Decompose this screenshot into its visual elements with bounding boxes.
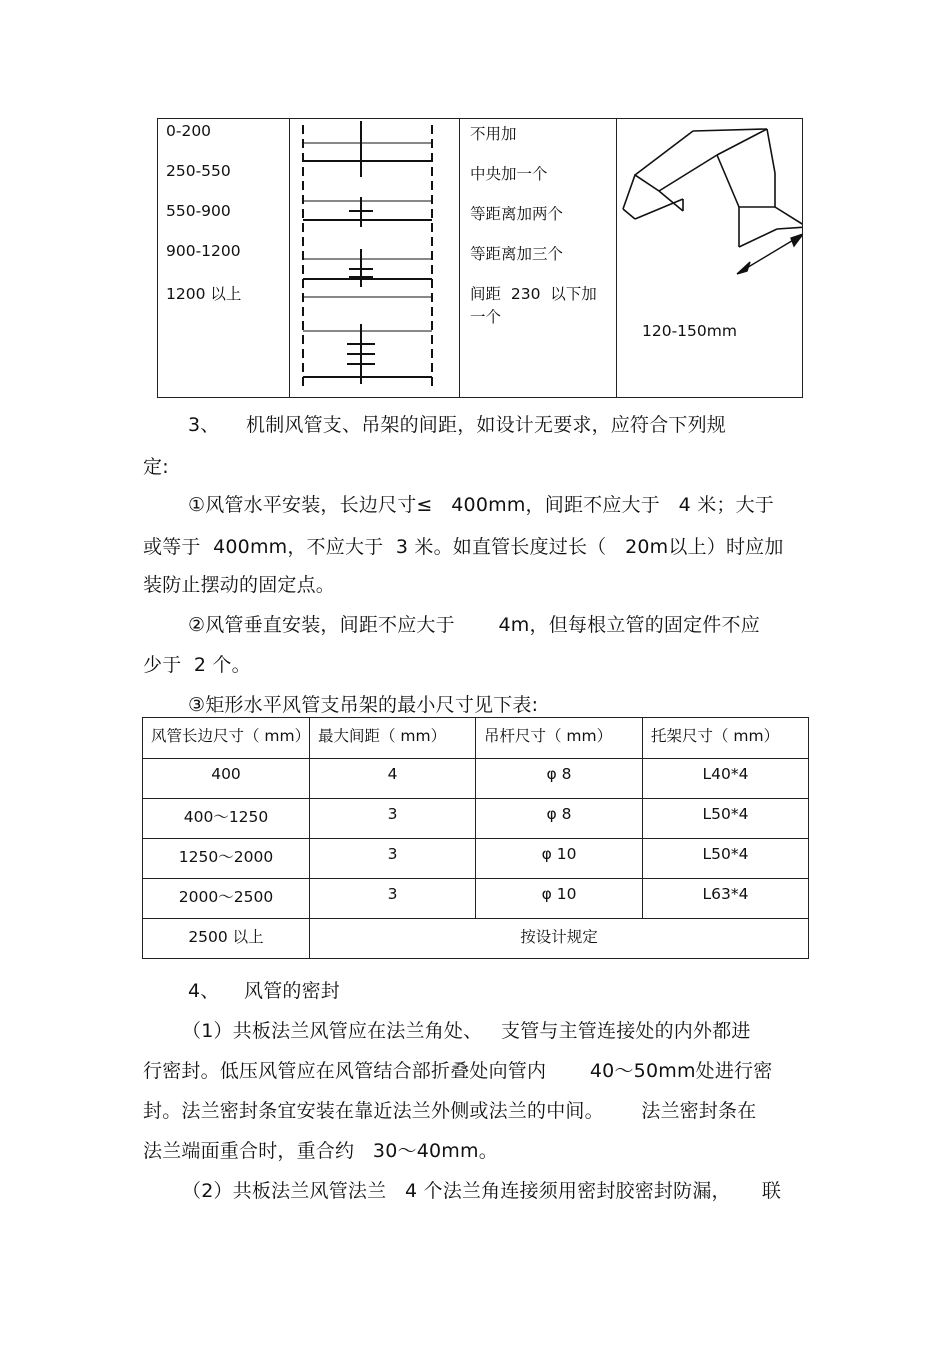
table-cell: 400	[143, 759, 310, 799]
paragraph-line: （1）共板法兰风管应在法兰角处、 支管与主管连接处的内外都进	[182, 1020, 751, 1042]
hanger-size-table	[142, 717, 809, 959]
table-cell: φ 8	[476, 759, 643, 799]
section-heading: 机制风管支、吊架的间距，如设计无要求，应符合下列规	[246, 414, 727, 436]
stiffener-method: 一个	[470, 308, 502, 326]
table-cell: 3	[310, 879, 476, 919]
stiffener-method: 等距离加三个	[470, 245, 564, 263]
paragraph-line: （2）共板法兰风管法兰 4 个法兰角连接须用密封胶密封防漏， 联	[182, 1180, 782, 1202]
table-cell: φ 10	[476, 879, 643, 919]
table-cell: 2500 以上	[143, 919, 310, 959]
table-cell: 2000～2500	[143, 879, 310, 919]
stiffener-schematic	[289, 119, 459, 397]
stiffener-method: 中央加一个	[470, 165, 548, 183]
stiffener-method: 不用加	[470, 125, 517, 143]
size-range: 900-1200	[166, 242, 241, 260]
paragraph-line: 行密封。低压风管应在风管结合部折叠处向管内 40～50mm处进行密	[143, 1060, 773, 1082]
table-cell: φ 10	[476, 839, 643, 879]
section-heading: 风管的密封	[244, 980, 341, 1002]
table-row	[143, 919, 809, 959]
paragraph-line: 或等于 400mm，不应大于 3 米。如直管长度过长（ 20m以上）时应加	[143, 536, 784, 558]
table-cell: L63*4	[643, 879, 809, 919]
table-divider	[459, 119, 460, 397]
paragraph-line: 封。法兰密封条宜安装在靠近法兰外侧或法兰的中间。 法兰密封条在	[143, 1100, 757, 1122]
section-number: 3、	[188, 414, 220, 436]
paragraph-line: ①风管水平安装，长边尺寸≤ 400mm，间距不应大于 4 米；大于	[188, 494, 775, 516]
column-header: 吊杆尺寸（ mm）	[476, 718, 643, 759]
column-header: 风管长边尺寸（ mm）	[143, 718, 310, 759]
table-row	[143, 879, 809, 919]
stiffener-method: 等距离加两个	[470, 205, 564, 223]
merged-note-cell: 按设计规定	[310, 919, 809, 959]
table-cell: L50*4	[643, 839, 809, 879]
section-heading-continued: 定:	[143, 456, 169, 478]
column-header: 最大间距（ mm）	[310, 718, 476, 759]
table-cell: 400～1250	[143, 799, 310, 839]
table-cell: L50*4	[643, 799, 809, 839]
size-range: 1200 以上	[166, 285, 242, 303]
table-row	[143, 839, 809, 879]
table-cell: 4	[310, 759, 476, 799]
table-cell: L40*4	[643, 759, 809, 799]
paragraph-line: 法兰端面重合时，重合约 30～40mm。	[143, 1140, 498, 1162]
stiffener-method: 间距 230 以下加	[470, 285, 597, 303]
stiffener-table	[157, 118, 803, 398]
paragraph-line: ③矩形水平风管支吊架的最小尺寸见下表:	[188, 694, 539, 716]
paragraph-line: 装防止摆动的固定点。	[143, 574, 336, 596]
table-row	[143, 759, 809, 799]
table-cell: φ 8	[476, 799, 643, 839]
table-cell: 3	[310, 839, 476, 879]
table-cell: 1250～2000	[143, 839, 310, 879]
table-header-row	[143, 718, 809, 759]
paragraph-line: ②风管垂直安装，间距不应大于 4m，但每根立管的固定件不应	[188, 614, 760, 636]
table-cell: 3	[310, 799, 476, 839]
size-range: 550-900	[166, 202, 231, 220]
figure-dimension-label: 120-150mm	[642, 322, 737, 340]
paragraph-line: 少于 2 个。	[143, 654, 251, 676]
table-row	[143, 799, 809, 839]
size-range: 0-200	[166, 122, 212, 140]
section-number: 4、	[188, 980, 220, 1002]
column-header: 托架尺寸（ mm）	[643, 718, 809, 759]
duct-isometric-figure	[617, 119, 802, 397]
size-range: 250-550	[166, 162, 231, 180]
